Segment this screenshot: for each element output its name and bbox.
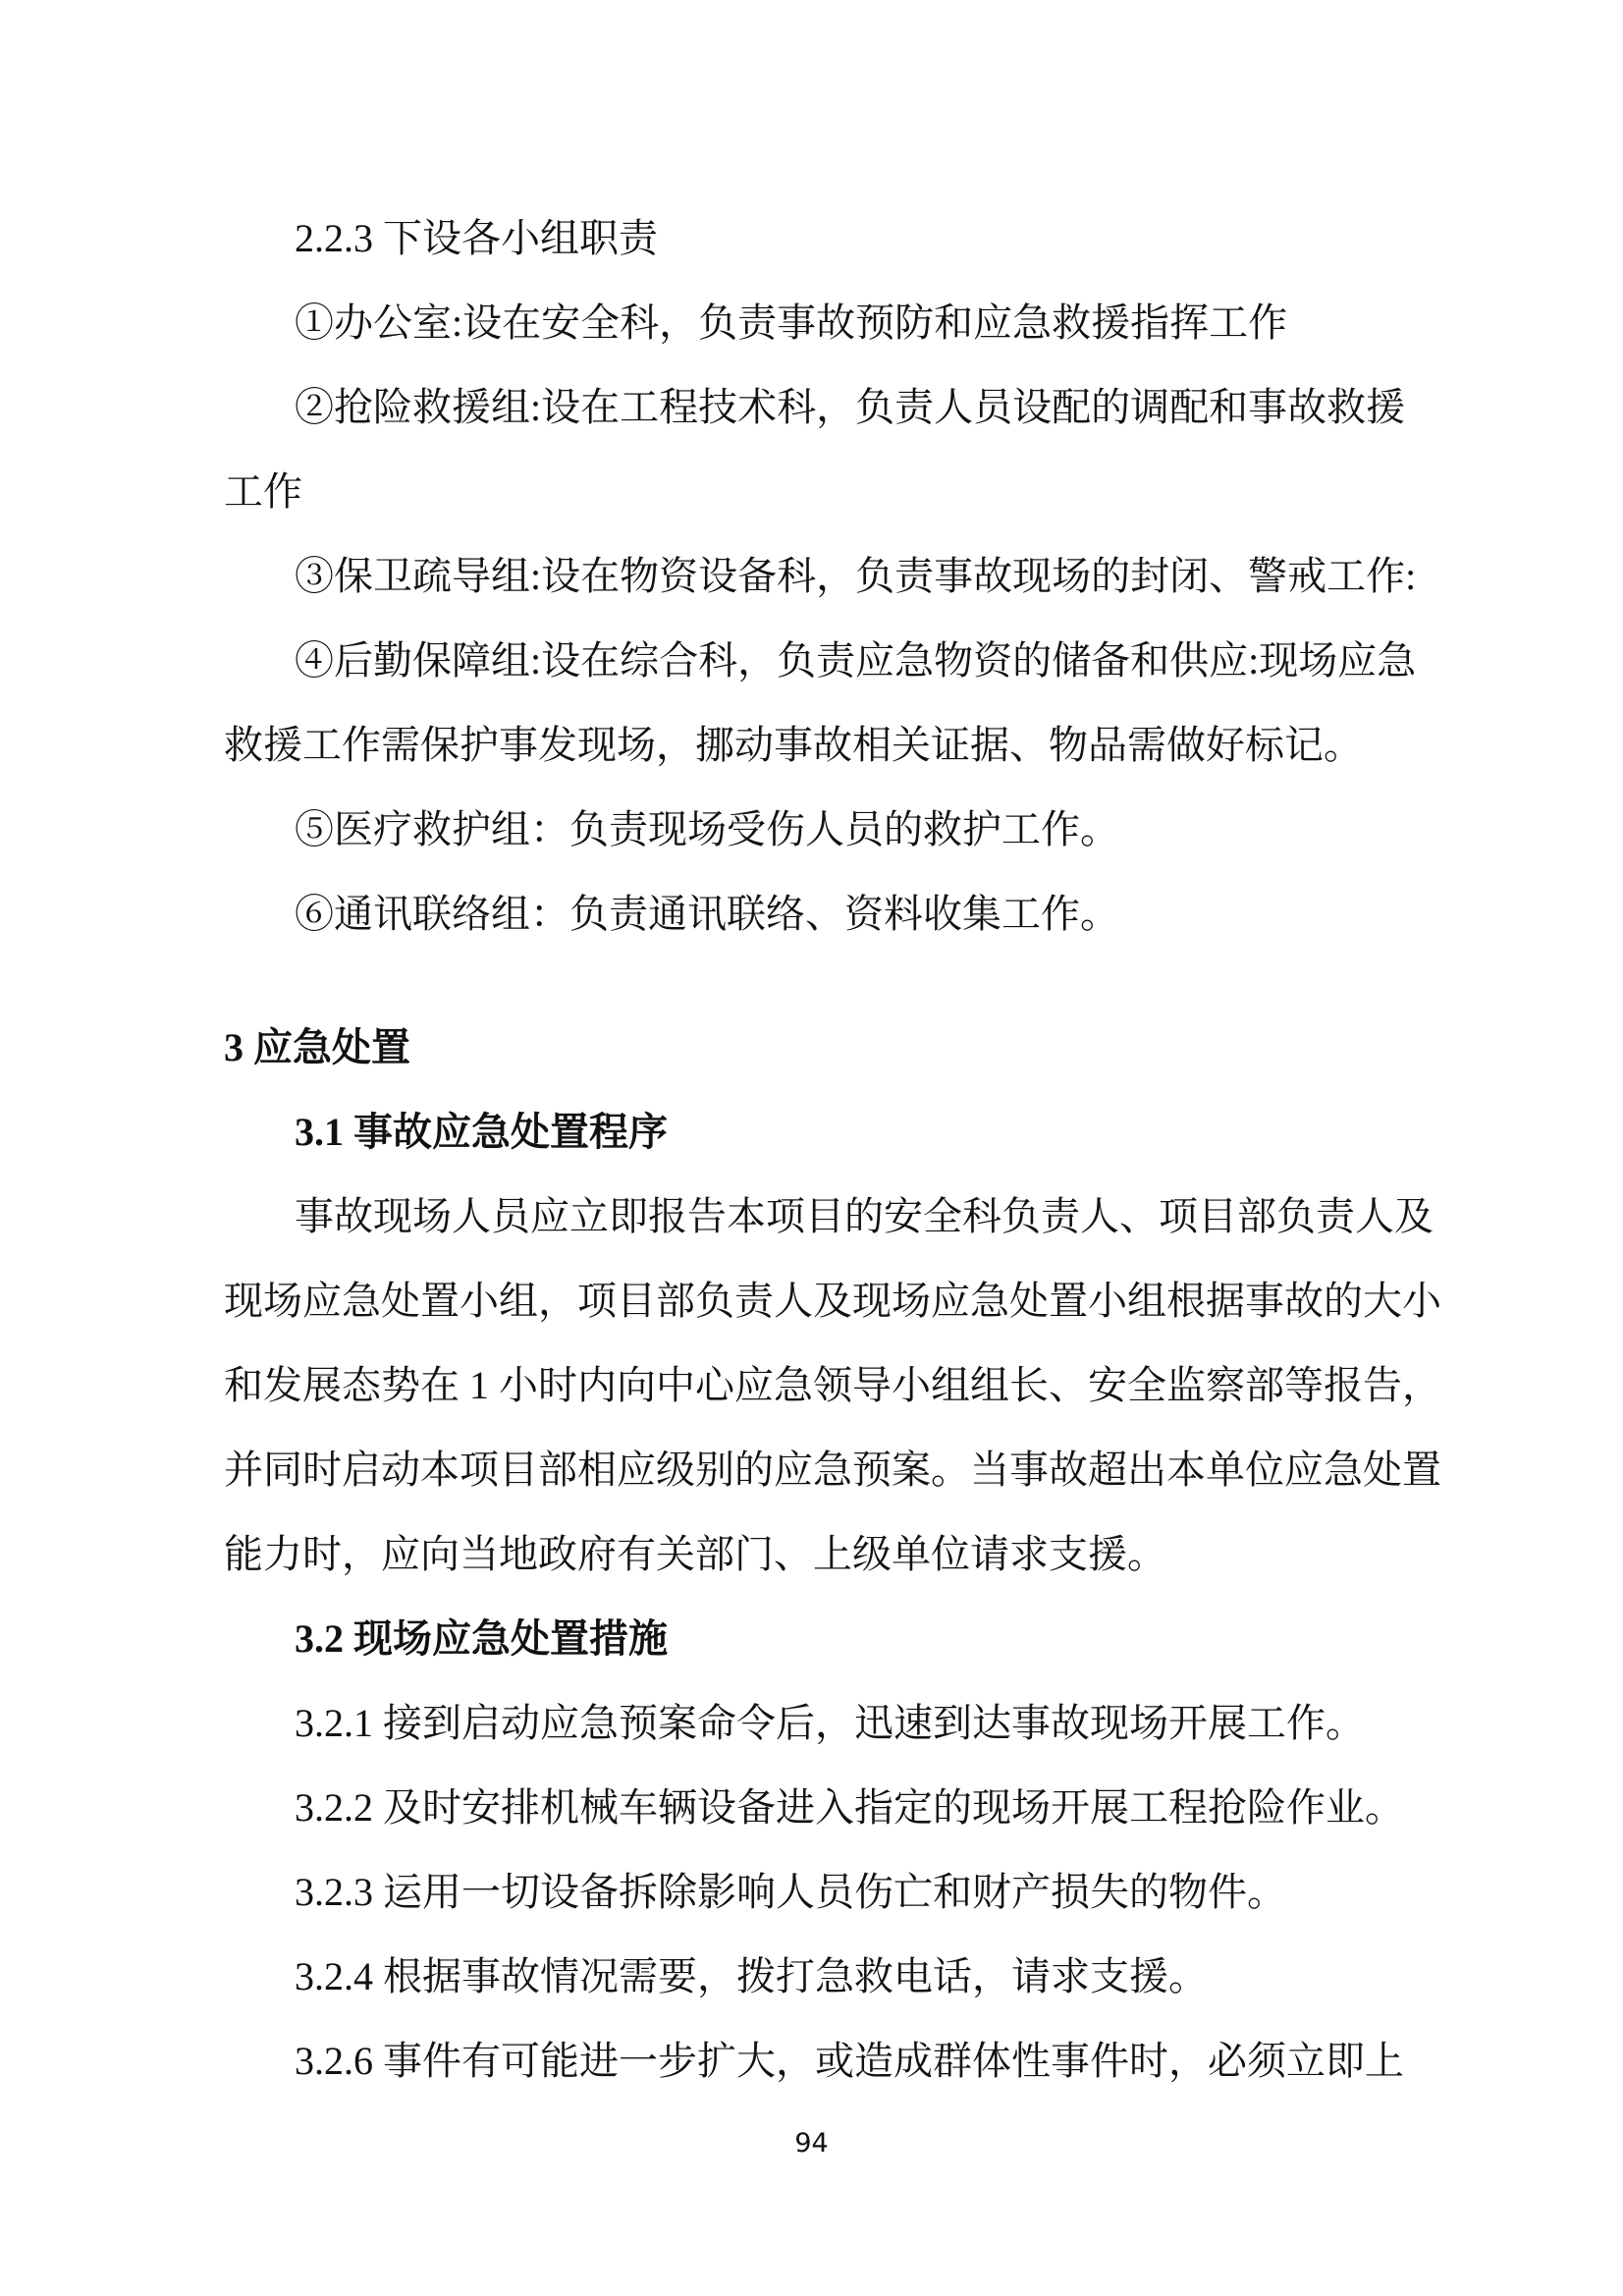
paragraph-line: 工作: [224, 469, 302, 514]
paragraph-line: 事故现场人员应立即报告本项目的安全科负责人、项目部负责人及: [295, 1194, 1434, 1238]
section-heading: 3 应急处置: [224, 1025, 410, 1069]
paragraph-line: ⑤医疗救护组：负责现场受伤人员的救护工作。: [295, 807, 1119, 851]
paragraph-line: 3.2.4 根据事故情况需要，拨打急救电话，请求支援。: [295, 1954, 1208, 1998]
paragraph-line: ③保卫疏导组:设在物资设备科，负责事故现场的封闭、警戒工作:: [295, 554, 1417, 598]
paragraph-line: 和发展态势在 1 小时内向中心应急领导小组组长、安全监察部等报告，: [224, 1363, 1441, 1407]
section-heading: 3.2 现场应急处置措施: [295, 1616, 668, 1661]
paragraph-line: 3.2.6 事件有可能进一步扩大，或造成群体性事件时，必须立即上: [295, 2039, 1404, 2083]
page-number: 94: [794, 2128, 829, 2159]
paragraph-line: ②抢险救援组:设在工程技术科，负责人员设配的调配和事故救援: [295, 385, 1406, 429]
paragraph-line: 3.2.1 接到启动应急预案命令后，迅速到达事故现场开展工作。: [295, 1701, 1365, 1745]
paragraph-line: 现场应急处置小组，项目部负责人及现场应急处置小组根据事故的大小: [224, 1279, 1441, 1323]
paragraph-line: 3.2.2 及时安排机械车辆设备进入指定的现场开展工程抢险作业。: [295, 1785, 1404, 1830]
paragraph-line: 3.2.3 运用一切设备拆除影响人员伤亡和财产损失的物件。: [295, 1870, 1286, 1914]
document-body: [224, 0, 1441, 2104]
section-heading: 3.1 事故应急处置程序: [295, 1110, 668, 1154]
paragraph-line: ④后勤保障组:设在综合科，负责应急物资的储备和供应:现场应急: [295, 638, 1417, 683]
subsection-title: 2.2.3 下设各小组职责: [295, 216, 658, 260]
paragraph-line: 救援工作需保护事发现场，挪动事故相关证据、物品需做好标记。: [224, 723, 1363, 767]
paragraph-line: ⑥通讯联络组：负责通讯联络、资料收集工作。: [295, 892, 1119, 936]
paragraph-line: 并同时启动本项目部相应级别的应急预案。当事故超出本单位应急处置: [224, 1448, 1441, 1492]
paragraph-line: ①办公室:设在安全科，负责事故预防和应急救援指挥工作: [295, 301, 1288, 345]
paragraph-line: 能力时，应向当地政府有关部门、上级单位请求支援。: [224, 1532, 1166, 1576]
